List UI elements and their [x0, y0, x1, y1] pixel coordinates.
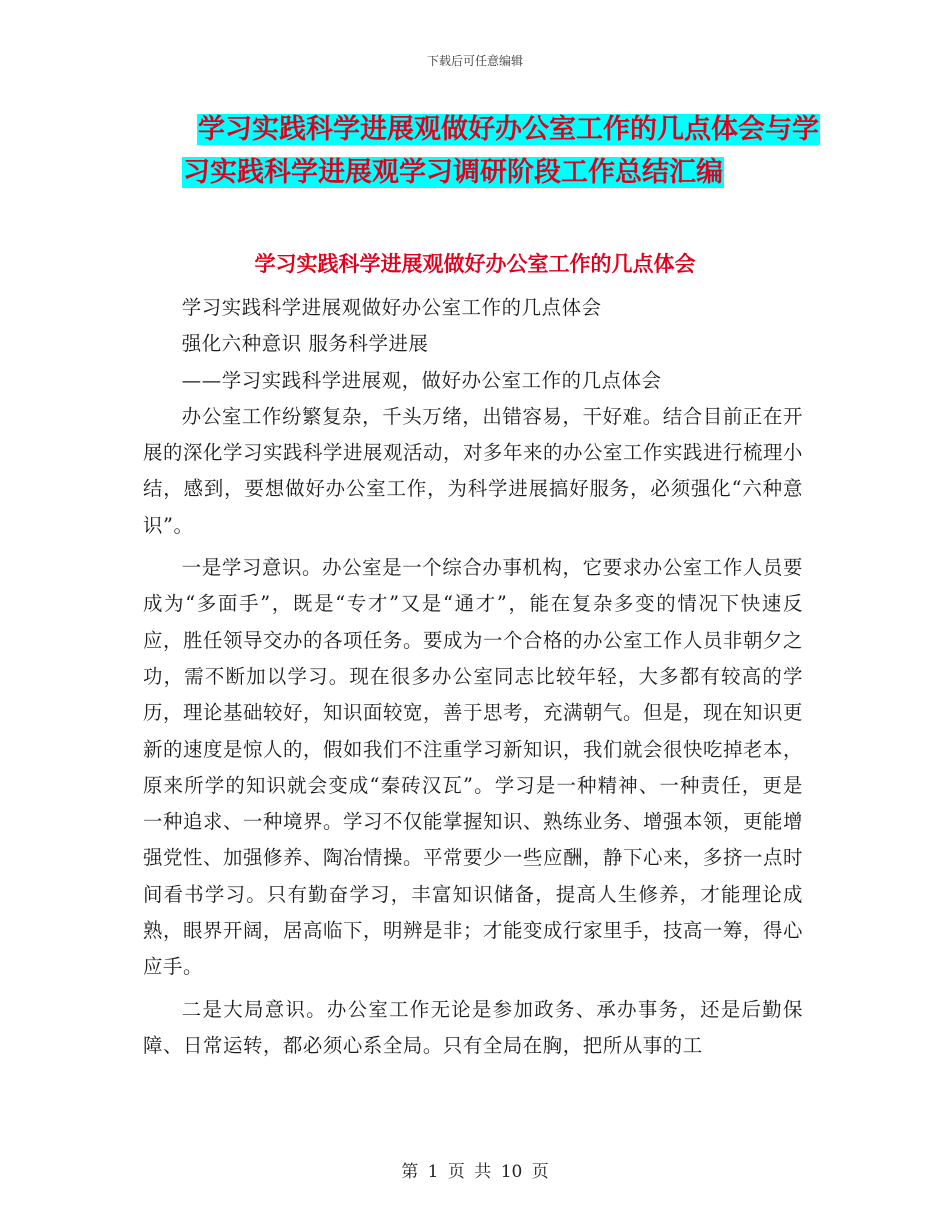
document-title-line-1	[0, 113, 950, 147]
paragraph: 强化六种意识 服务科学进展	[181, 332, 429, 356]
paragraph: 一是学习意识。办公室是一个综合办事机构，它要求办公室工作人员要成为“多面手”，既是“专才”又是“通才”，能在复杂多变的情况下快速反应，胜任领导交办的各项任务。要成为一个合格的办公室工作人员非朝夕之功，需不断加以学习。现在很多办公室同志比较年轻，大多都有较高的学历，理论基础较好，知识面较宽，善于思考，充满朝气。但是，现在知识更新的速度是惊人的，假如我们不注重学习新知识，我们就会很快吃掉老本，原来所学的知识就会变成“秦砖汉瓦”。学习是一种精神、一种责任，更是一种追求、一种境界。学习不仅能掌握知识、熟练业务、增强本领，更能增强党性、加强修养、陶冶情操。平常要少一些应酬，静下心来，多挤一点时间看书学习。只有勤奋学习，丰富知识储备，提高人生修养，才能理论成熟，眼界开阔，居高临下，明辨是非；才能变成行家里手，技高一筹，得心应手。	[143, 556, 803, 979]
paragraph: 学习实践科学进展观做好办公室工作的几点体会	[181, 296, 602, 319]
page-footer: 第 1 页 共 10 页	[401, 1162, 549, 1182]
paragraph: ——学习实践科学进展观，做好办公室工作的几点体会	[181, 368, 662, 392]
document-title-line-2	[0, 156, 950, 190]
header-note: 下载后可任意编辑	[426, 54, 523, 68]
paragraph: 二是大局意识。办公室工作无论是参加政务、承办事务，还是后勤保障、日常运转，都必须心系全局。只有全局在胸，把所从事的工	[143, 997, 803, 1057]
section-title: 学习实践科学进展观做好办公室工作的几点体会	[254, 252, 696, 276]
title-line-2-text: 习实践科学进展观学习调研阶段工作总结汇编	[183, 157, 723, 188]
document-body	[143, 290, 803, 1064]
title-line-1-text: 学习实践科学进展观做好办公室工作的几点体会与学	[198, 114, 819, 145]
paragraph: 办公室工作纷繁复杂，千头万绪，出错容易，干好难。结合目前正在开展的深化学习实践科学进展观活动，对多年来的办公室工作实践进行梳理小结，感到，要想做好办公室工作，为科学进展搞好服务，必须强化“六种意识”。	[143, 404, 803, 537]
